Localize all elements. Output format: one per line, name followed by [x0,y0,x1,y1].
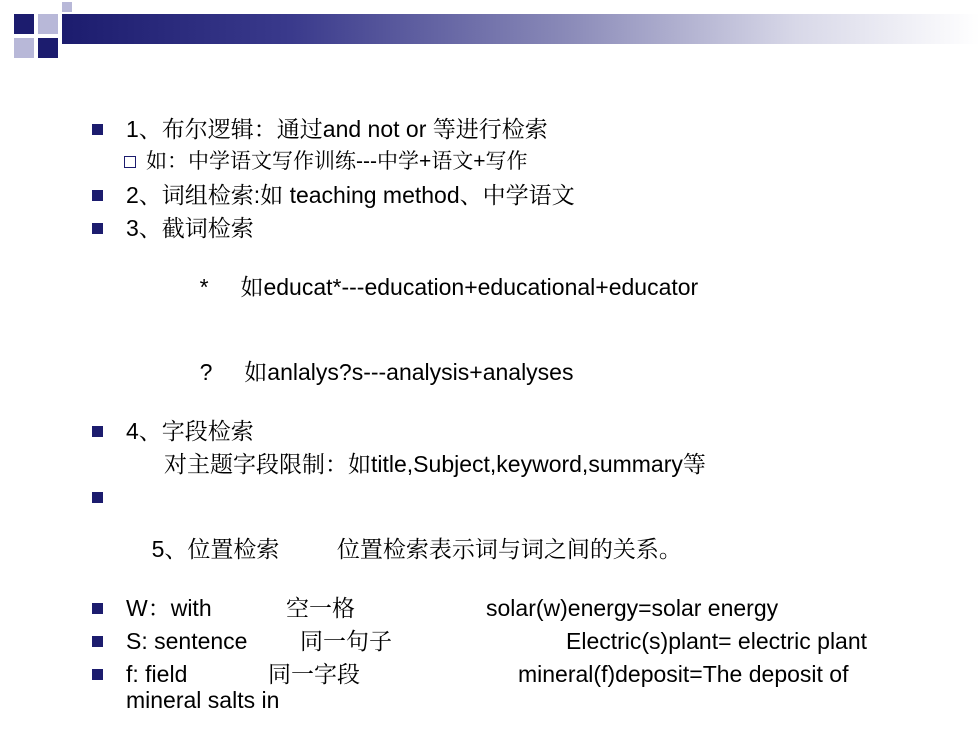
bullet-col-c: Electric(s)plant= electric plant [566,628,868,654]
plain-line [90,451,950,477]
bullet-text: 5、位置检索 位置检索表示词与词之间的关系。 [151,536,682,562]
square-bullet-icon [92,669,103,680]
decor-square [14,14,34,34]
bullet-col-b: 同一字段 [268,661,360,687]
bullet-text: 4、字段检索 [126,418,254,444]
bullet-item [90,215,950,241]
square-bullet-icon [92,124,103,135]
slide-body [90,116,950,713]
title-gradient-bar [62,14,980,44]
bullet-col-b: 空一格 [286,595,355,621]
bullet-text: 1、布尔逻辑：通过and not or 等进行检索 [126,116,548,142]
bullet-text: 2、词组检索:如 teaching method、中学语文 [126,182,575,208]
square-bullet-icon [92,603,103,614]
bullet-col-a: f: field [126,661,188,687]
bullet-col-c: solar(w)energy=solar energy [486,595,779,621]
bullet-item [90,484,950,588]
sub-bullet-item [90,149,950,175]
bullet-item [90,116,950,142]
hollow-square-bullet-icon [124,156,136,168]
bullet-item [90,595,950,621]
bullet-text: 如：中学语文写作训练---中学+语文+写作 [146,150,528,173]
bullet-item [90,628,950,654]
square-bullet-icon [92,636,103,647]
bullet-item [90,661,950,687]
bullet-col-c: mineral(f)deposit=The deposit of [518,661,849,687]
square-bullet-icon [92,190,103,201]
plain-line [90,333,950,411]
decor-square [14,38,34,58]
bullet-col-a: W：with [126,595,212,621]
bullet-item [90,182,950,208]
plain-line [90,248,950,326]
bullet-col-b: 同一句子 [300,628,392,654]
bullet-item [90,418,950,444]
line-text: * 如educat*---education+educational+educator [199,274,699,300]
square-bullet-icon [92,223,103,234]
decor-square [38,14,58,34]
decor-square [62,2,72,12]
line-text: ? 如anlalys?s---analysis+analyses [199,359,574,385]
bullet-continuation [90,687,950,713]
bullet-text: 3、截词检索 [126,215,254,241]
square-bullet-icon [92,426,103,437]
line-text: 对主题字段限制：如title,Subject,keyword,summary等 [164,451,706,477]
bullet-col-a: S: sentence [126,628,248,654]
square-bullet-icon [92,492,103,503]
line-text: mineral salts in [126,687,280,713]
decor-square [38,38,58,58]
